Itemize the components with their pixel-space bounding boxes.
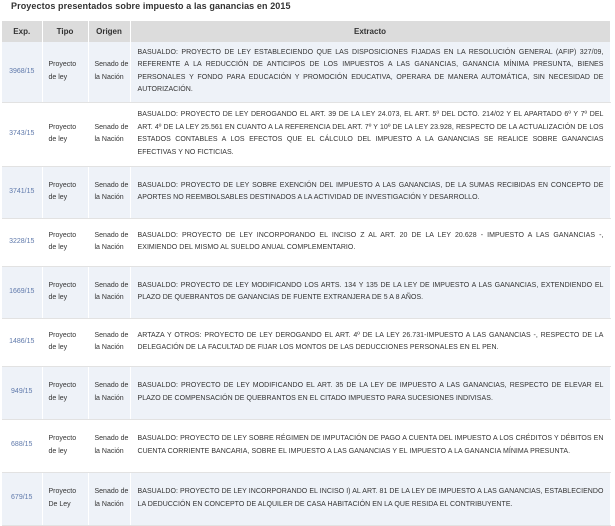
table-row [2,218,610,266]
table-row [2,42,610,102]
extracto-cell: BASUALDO: PROYECTO DE LEY DEROGANDO EL ART. 39 DE LA LEY 24.073, EL ART. 5º DEL DCTO. 214/02 Y EL APARTADO 6º Y 7º DEL ART. 4º DE LA LEY 25.561 EN CUANTO A LA REFERENCIA DEL ART. 7º Y 10º DE LA LEY 23.928, RESPECTO DE LA ACTUALIZACIÓN DE LOS ESTADOS CONTABLES A LOS EFECTOS QUE EL CÁLCULO DEL IMPUESTO A LA GANANCIAS SE REALICE SOBRE GANANCIAS EFECTIVAS Y NO FICTICIAS. [130,102,610,166]
tipo-cell: Proyecto de ley [42,366,88,419]
exp-link[interactable]: 3228/15 [9,237,35,245]
exp-link[interactable]: 679/15 [11,494,33,502]
extracto-cell: ARTAZA Y OTROS: PROYECTO DE LEY DEROGANDO EL ART. 4º DE LA LEY 26.731-IMPUESTO A LAS GANANCIAS -, RESPECTO DE LA DELEGACIÓN DE LA FACULTAD DE FIJAR LOS MONTOS DE LAS DEDUCCIONES PERSONALES EN EL PEN. [130,318,610,366]
table-row [2,366,610,419]
origen-cell: Senado de la Nación [88,102,130,166]
origen-cell: Senado de la Nación [88,366,130,419]
table-row [2,419,610,472]
exp-cell [2,102,42,166]
tipo-cell: Proyecto de ley [42,266,88,318]
extracto-cell: BASUALDO: PROYECTO DE LEY INCORPORANDO EL INCISO I) AL ART. 81 DE LA LEY DE IMPUESTO A LAS GANANCIAS, ESTABLECIENDO LA DEDUCCIÓN EN CONCEPTO DE ALQUILER DE CASA HABITACIÓN EN LA QUE RESIDA EL CONTRIBUYENTE. [130,472,610,525]
exp-cell [2,266,42,318]
table-header-row [2,21,610,42]
origen-cell: Senado de la Nación [88,318,130,366]
extracto-cell: BASUALDO: PROYECTO DE LEY SOBRE EXENCIÓN DEL IMPUESTO A LAS GANANCIAS, DE LA SUMAS RECIBIDAS EN CONCEPTO DE APORTES NO REEMBOLSABLES DESTINADOS A LA ACTIVIDAD DE INVESTIGACIÓN Y DESARROLLO. [130,166,610,218]
exp-cell [2,366,42,419]
column-header-tipo: Tipo [42,21,88,42]
exp-cell [2,42,42,102]
origen-cell: Senado de la Nación [88,472,130,525]
table-row [2,102,610,166]
tipo-cell: Proyecto de ley [42,102,88,166]
exp-link[interactable]: 1486/15 [9,337,35,345]
projects-table [2,21,611,526]
exp-cell [2,419,42,472]
extracto-cell: BASUALDO: PROYECTO DE LEY MODIFICANDO EL ART. 35 DE LA LEY DE IMPUESTO A LAS GANANCIAS, RESPECTO DE ELEVAR EL PLAZO DE COMPENSACIÓN DE QUEBRANTOS EN EL CITADO IMPUESTO PARA SUCESIONES INDIVISAS. [130,366,610,419]
table-row [2,318,610,366]
exp-cell [2,166,42,218]
extracto-cell: BASUALDO: PROYECTO DE LEY SOBRE RÉGIMEN DE IMPUTACIÓN DE PAGO A CUENTA DEL IMPUESTO A LOS CRÉDITOS Y DÉBITOS EN CUENTA CORRIENTE BANCARIA, SOBRE EL IMPUESTO A LAS GANANCIAS Y EL IMPUESTO A LA GANANCIA MÍNIMA PRESUNTA. [130,419,610,472]
tipo-cell: Proyecto de ley [42,218,88,266]
tipo-cell: Proyecto de ley [42,166,88,218]
origen-cell: Senado de la Nación [88,419,130,472]
tipo-cell: Proyecto de ley [42,42,88,102]
table-row [2,266,610,318]
origen-cell: Senado de la Nación [88,42,130,102]
extracto-cell: BASUALDO: PROYECTO DE LEY ESTABLECIENDO QUE LAS DISPOSICIONES FIJADAS EN LA RESOLUCIÓN GENERAL (AFIP) 327/09, REFERENTE A LA REDUCCIÓN DE ANTICIPOS DE LOS IMPUESTOS A LAS GANANCIAS, GANANCIA MÍNIMA PRESUNTA, BIENES PERSONALES Y FONDO PARA EDUCACIÓN Y PROMOCIÓN EDUCATIVA, OPERARA DE MANERA AUTOMÁTICA, SIN NECESIDAD DE AUTORIZACIÓN. [130,42,610,102]
origen-cell: Senado de la Nación [88,166,130,218]
tipo-cell: Proyecto de ley [42,318,88,366]
exp-link[interactable]: 949/15 [11,388,33,396]
table-row [2,166,610,218]
origen-cell: Senado de la Nación [88,266,130,318]
exp-cell [2,218,42,266]
origen-cell: Senado de la Nación [88,218,130,266]
page-title: Proyectos presentados sobre impuesto a las ganancias en 2015 [11,1,291,11]
extracto-cell: BASUALDO: PROYECTO DE LEY INCORPORANDO EL INCISO Z AL ART. 20 DE LA LEY 20.628 - IMPUESTO A LAS GANANCIAS -, EXIMIENDO DEL MISMO AL SUELDO ANUAL COMPLEMENTARIO. [130,218,610,266]
exp-link[interactable]: 1669/15 [9,287,35,295]
exp-cell [2,472,42,525]
column-header-origen: Origen [88,21,130,42]
exp-link[interactable]: 3743/15 [9,129,35,137]
exp-link[interactable]: 3741/15 [9,187,35,195]
column-header-extracto: Extracto [130,21,610,42]
exp-link[interactable]: 3968/15 [9,67,35,75]
exp-cell [2,318,42,366]
exp-link[interactable]: 688/15 [11,441,33,449]
tipo-cell: Proyecto de ley [42,419,88,472]
table-row [2,472,610,525]
extracto-cell: BASUALDO: PROYECTO DE LEY MODIFICANDO LOS ARTS. 134 Y 135 DE LA LEY DE IMPUESTO A LAS GANANCIAS, EXTENDIENDO EL PLAZO DE QUEBRANTOS DE GANANCIAS DE FUENTE EXTRANJERA DE 5 A 8 AÑOS. [130,266,610,318]
tipo-cell: Proyecto De Ley [42,472,88,525]
column-header-exp: Exp. [2,21,42,42]
